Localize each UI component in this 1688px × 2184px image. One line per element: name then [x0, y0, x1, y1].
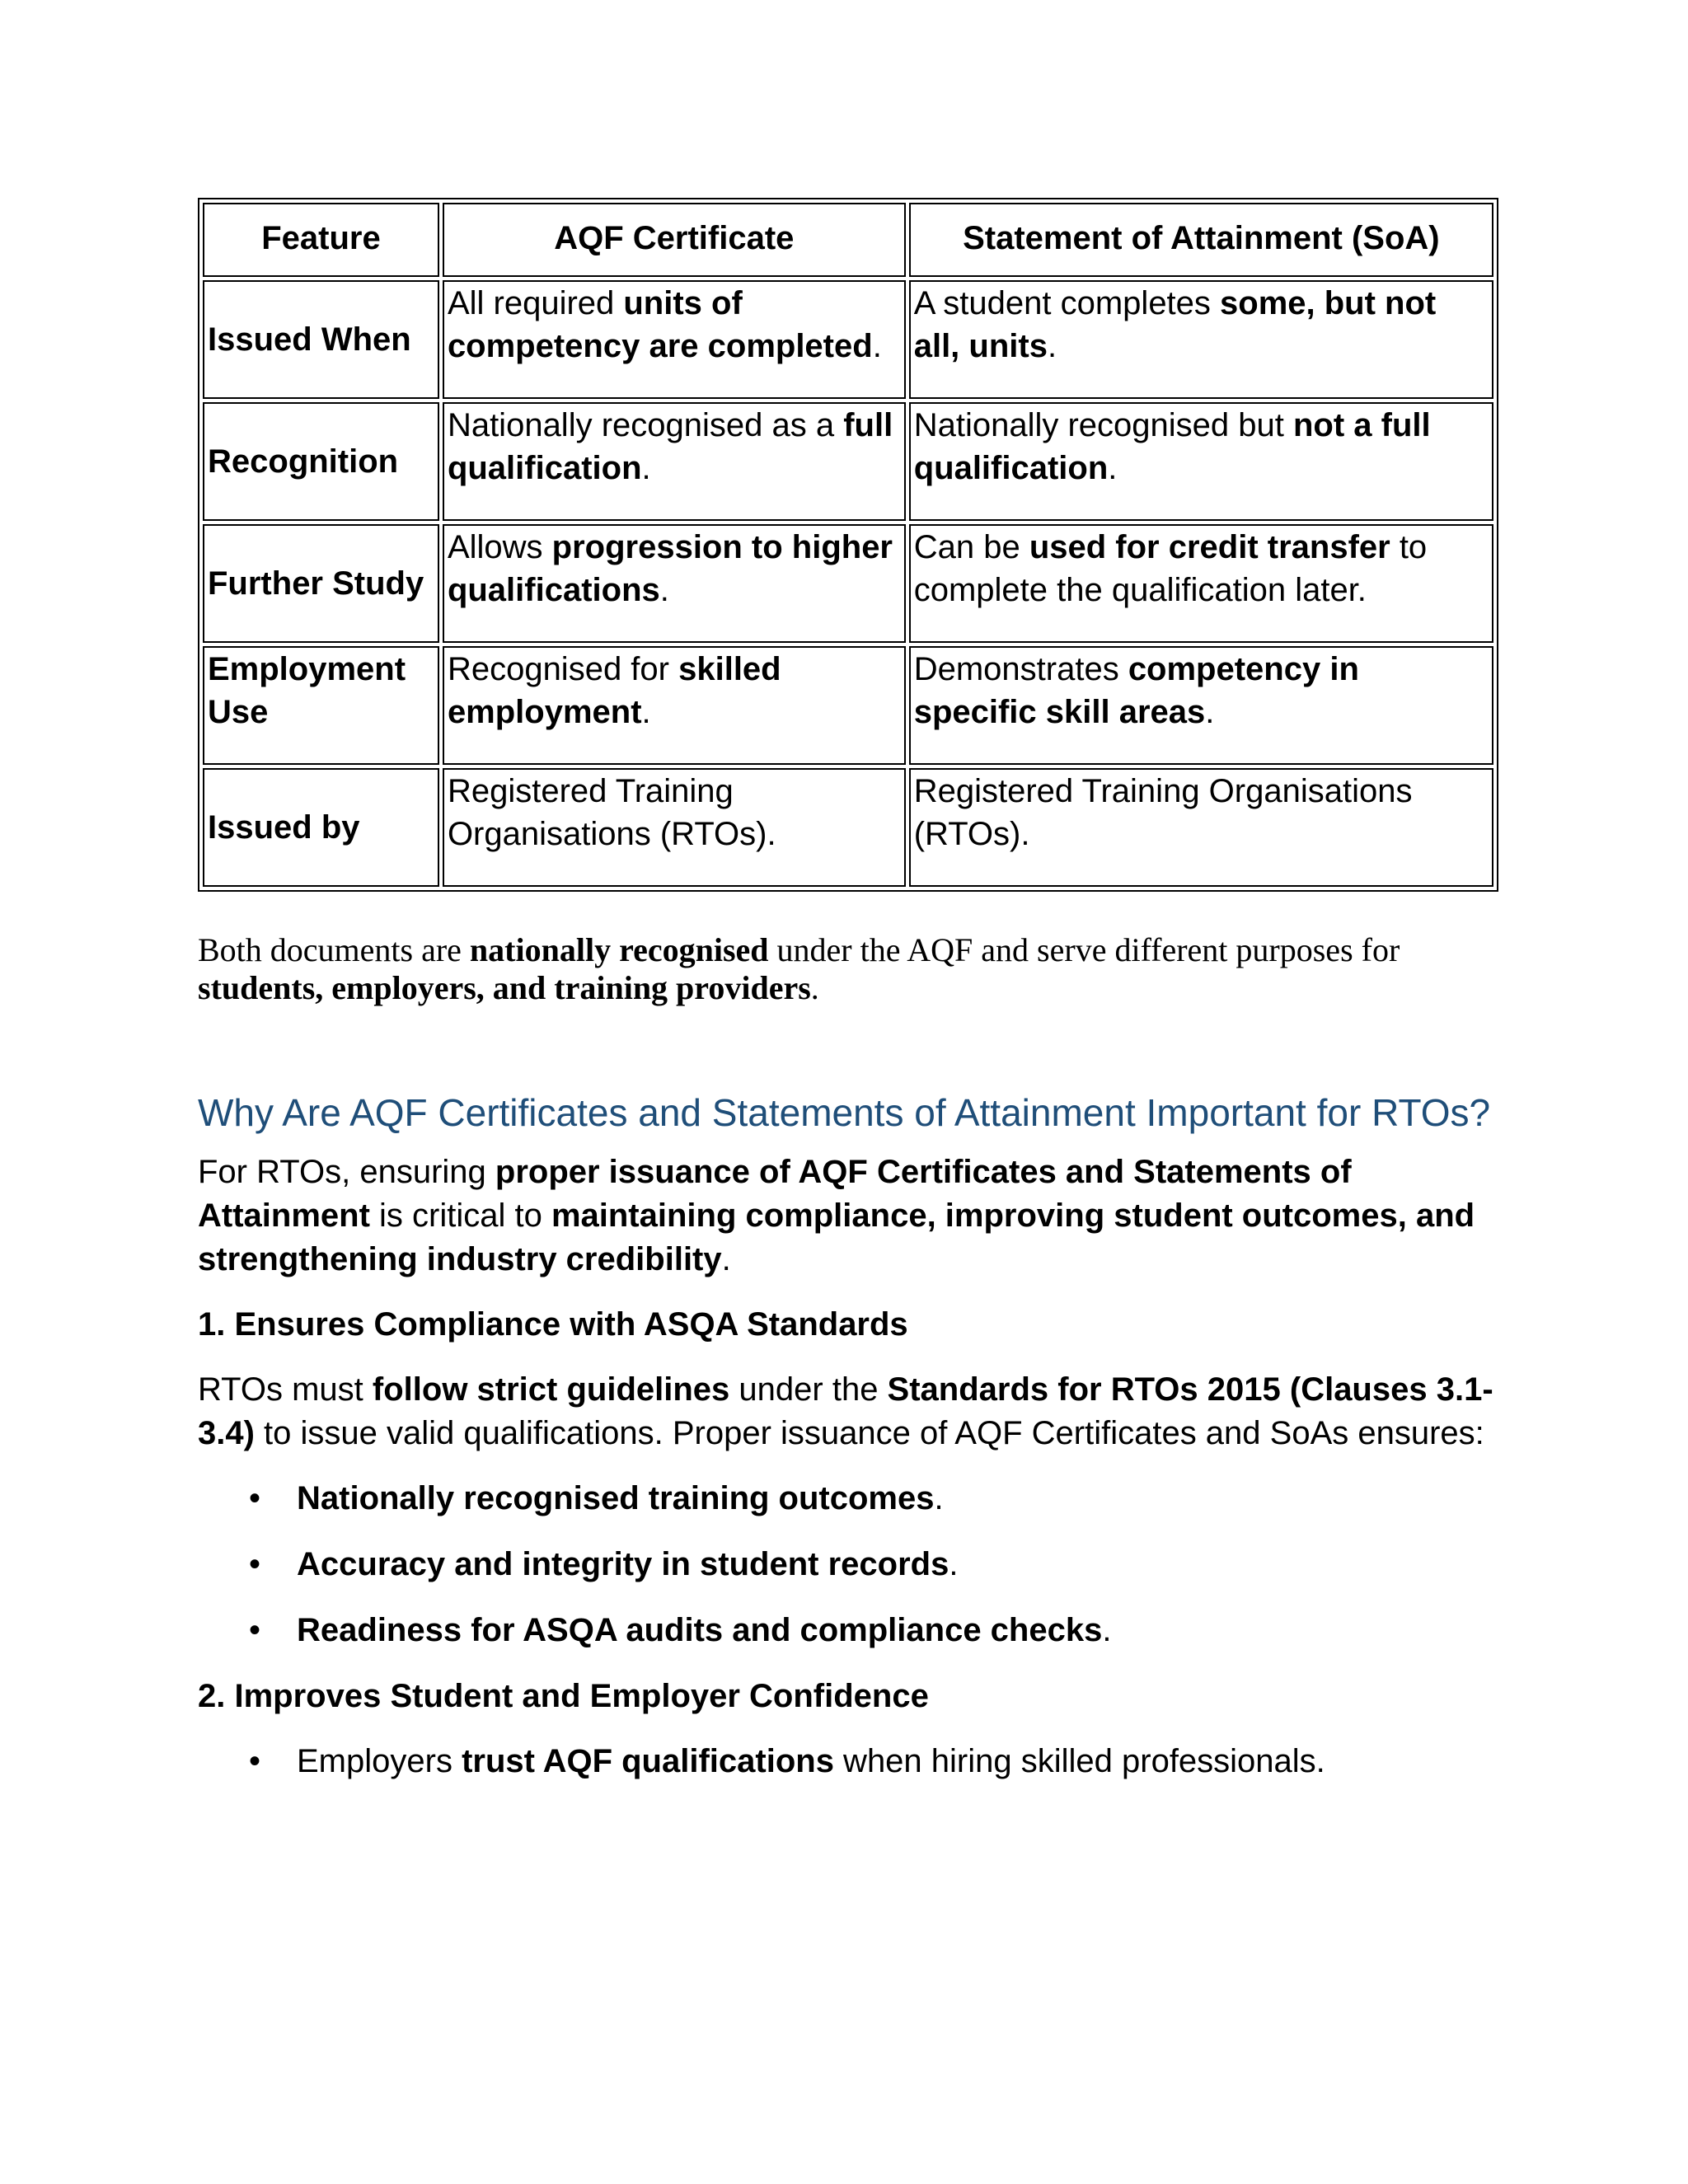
row-feature: Employment Use [203, 646, 439, 765]
header-statement-of-attainment: Statement of Attainment (SoA) [909, 203, 1493, 277]
row-aqf-cell: Registered Training Organisations (RTOs). [443, 768, 906, 887]
header-aqf-certificate: AQF Certificate [443, 203, 906, 277]
list-item: • Nationally recognised training outcomes. [198, 1477, 1498, 1521]
table-row [203, 280, 1493, 399]
summary-paragraph: Both documents are nationally recognised under the AQF and serve different purposes for students, employers, and training providers. [198, 931, 1400, 1006]
list-item: • Accuracy and integrity in student records. [198, 1543, 1498, 1586]
bullet-icon: • [249, 1480, 261, 1516]
row-aqf-cell: Allows progression to higher qualifications. [443, 524, 906, 643]
row-soa-cell: Nationally recognised but not a full qualification. [909, 402, 1493, 521]
row-aqf-cell: Recognised for skilled employment. [443, 646, 906, 765]
row-aqf-cell: All required units of competency are completed. [443, 280, 906, 399]
compliance-paragraph: RTOs must follow strict guidelines under the Standards for RTOs 2015 (Clauses 3.1-3.4) to issue valid qualifications. Proper issuance of AQF Certificates and SoAs ensures: [198, 1371, 1493, 1451]
table-row [203, 524, 1493, 643]
list-item: • Employers trust AQF qualifications when hiring skilled professionals. [198, 1740, 1498, 1783]
section-intro-paragraph: For RTOs, ensuring proper issuance of AQF Certificates and Statements of Attainment is critical to maintaining compliance, improving student outcomes, and strengthening industry credibility. [198, 1154, 1475, 1277]
table-header-row [203, 203, 1493, 277]
list-item: • Readiness for ASQA audits and compliance checks. [198, 1609, 1498, 1652]
subheading-confidence: 2. Improves Student and Employer Confidence [198, 1678, 929, 1714]
row-feature: Issued When [203, 280, 439, 399]
row-soa-cell: A student completes some, but not all, units. [909, 280, 1493, 399]
table-row [203, 646, 1493, 765]
row-soa-cell: Can be used for credit transfer to complete the qualification later. [909, 524, 1493, 643]
compliance-bullet-list [198, 1477, 1498, 1652]
row-feature: Issued by [203, 768, 439, 887]
section-heading: Why Are AQF Certificates and Statements of Attainment Important for RTOs? [198, 1091, 1491, 1134]
bullet-icon: • [249, 1743, 261, 1779]
row-aqf-cell: Nationally recognised as a full qualification. [443, 402, 906, 521]
bullet-icon: • [249, 1546, 261, 1582]
document-page [198, 198, 1498, 1806]
row-soa-cell: Demonstrates competency in specific skill areas. [909, 646, 1493, 765]
table-row [203, 768, 1493, 887]
row-feature: Further Study [203, 524, 439, 643]
comparison-table [198, 198, 1498, 892]
subheading-compliance: 1. Ensures Compliance with ASQA Standards [198, 1306, 908, 1343]
row-feature: Recognition [203, 402, 439, 521]
table-row [203, 402, 1493, 521]
header-feature: Feature [203, 203, 439, 277]
row-soa-cell: Registered Training Organisations (RTOs). [909, 768, 1493, 887]
confidence-bullet-list [198, 1740, 1498, 1783]
bullet-icon: • [249, 1612, 261, 1648]
